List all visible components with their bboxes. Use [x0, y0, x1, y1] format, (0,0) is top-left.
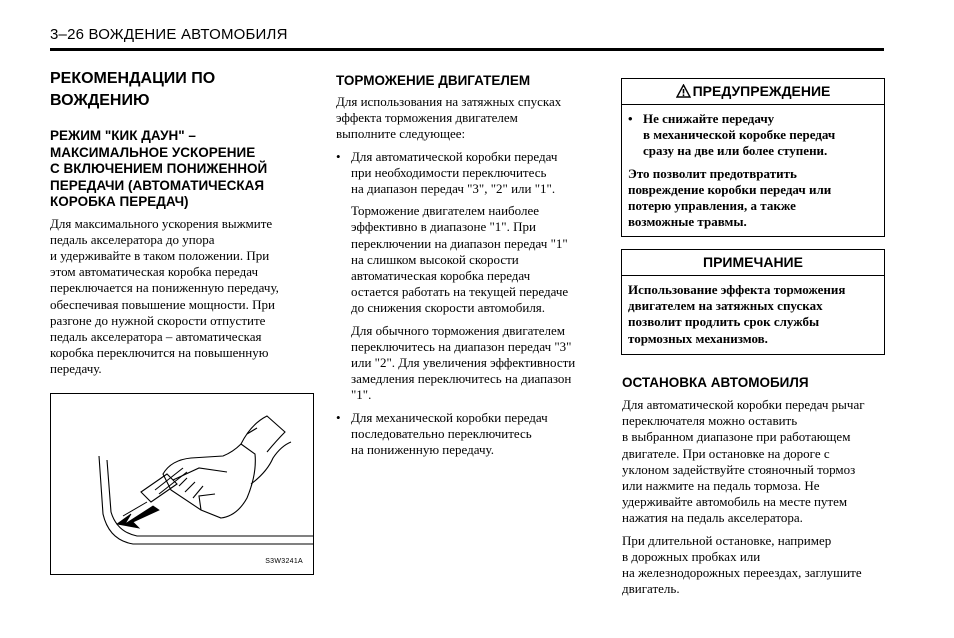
- text-line: нажатия на педаль акселератора.: [622, 510, 803, 526]
- text-line: при необходимости переключитесь: [351, 164, 547, 180]
- text-line: этом автоматическая коробка передач: [50, 264, 259, 280]
- stopping-heading: ОСТАНОВКА АВТОМОБИЛЯ: [622, 375, 809, 390]
- text-line: переключитесь на диапазон передач "3": [351, 338, 572, 354]
- text-line: переключателя можно оставить: [622, 413, 798, 429]
- text-line: ВОЖДЕНИЮ: [50, 92, 150, 109]
- text-line: автоматическая коробка передач: [351, 268, 531, 284]
- page-header: 3–26 ВОЖДЕНИЕ АВТОМОБИЛЯ: [50, 26, 288, 43]
- text-line: двигателе. При остановке на дороге с: [622, 445, 830, 461]
- text-line: РЕЖИМ "КИК ДАУН" –: [50, 128, 196, 143]
- text-line: • Для механической коробки передач: [351, 409, 548, 425]
- header-rule: [50, 48, 884, 51]
- warning-box: [621, 78, 885, 237]
- text-line: обеспечивая повышение мощности. При: [50, 296, 275, 312]
- warning-text: [628, 166, 878, 231]
- stopping-para-2: [622, 533, 884, 598]
- text-line: потерю управления, а также: [628, 198, 796, 214]
- text-line: переключении на диапазон передач "1": [351, 235, 568, 251]
- engine-braking-para-1: [336, 203, 598, 316]
- pedal-illustration: [50, 393, 314, 575]
- text-line: коробка переключится на повышенную: [50, 345, 269, 361]
- text-line: Торможение двигателем наиболее: [351, 203, 539, 219]
- text-line: повреждение коробки передач или: [628, 181, 832, 197]
- text-line: на пониженную передачу.: [351, 442, 494, 458]
- text-line: тормозных механизмов.: [628, 330, 768, 346]
- text-line: и удерживайте в таком положении. При: [50, 247, 270, 263]
- text-line: С ВКЛЮЧЕНИЕМ ПОНИЖЕННОЙ: [50, 161, 268, 176]
- column-2: [336, 72, 598, 458]
- text-line: ПЕРЕДАЧИ (АВТОМАТИЧЕСКАЯ: [50, 177, 265, 193]
- warning-triangle-icon: [676, 81, 691, 106]
- stopping-section: [622, 374, 884, 597]
- arrow-icon: [117, 506, 159, 528]
- text-line: При длительной остановке, например: [622, 532, 832, 548]
- note-header: ПРИМЕЧАНИЕ: [622, 250, 884, 276]
- warning-bullet: [628, 111, 878, 160]
- text-line: Для использования на затяжных спусках: [336, 94, 562, 109]
- text-line: на железнодорожных переездах, заглушите: [622, 565, 862, 581]
- bullet-manual: [336, 410, 598, 459]
- text-line: "1".: [351, 387, 372, 403]
- text-line: до снижения скорости автомобиля.: [351, 300, 546, 316]
- engine-braking-para-2: [336, 323, 598, 404]
- text-line: разгоне до нужной скорости отпустите: [50, 312, 266, 328]
- text-line: Для максимального ускорения выжмите: [50, 215, 273, 231]
- text-line: удерживайте автомобиль на месте путем: [622, 494, 848, 510]
- text-line: или нажмите на педаль тормоза. Не: [622, 478, 820, 494]
- text-line: сразу на две или более ступени.: [643, 143, 828, 159]
- text-line: • Не снижайте передачу: [643, 111, 775, 126]
- text-line: замедления переключитесь на диапазон: [351, 371, 572, 387]
- text-line: последовательно переключитесь: [351, 425, 532, 441]
- note-box: [621, 249, 885, 355]
- column-1: [50, 68, 315, 378]
- warning-header: [622, 79, 884, 105]
- text-line: эффективно в диапазоне "1". При: [351, 219, 536, 235]
- text-line: возможные травмы.: [628, 214, 747, 230]
- text-line: Использование эффекта торможения: [628, 282, 846, 297]
- text-line: двигателем на затяжных спусках: [628, 298, 823, 314]
- engine-braking-intro: [336, 94, 598, 143]
- text-line: на слишком высокой скорости: [351, 251, 519, 267]
- kickdown-body: [50, 216, 315, 378]
- text-line: или "2". Для увеличения эффективности: [351, 355, 576, 371]
- foot-on-pedal-drawing: [51, 394, 313, 574]
- text-line: КОРОБКА ПЕРЕДАЧ): [50, 194, 189, 209]
- bullet-automatic: [336, 149, 598, 198]
- stopping-para-1: [622, 397, 884, 527]
- text-line: МАКСИМАЛЬНОЕ УСКОРЕНИЕ: [50, 144, 256, 160]
- text-line: выполните следующее:: [336, 126, 466, 142]
- text-line: эффекта торможения двигателем: [336, 110, 518, 126]
- text-line: переключается на пониженную передачу,: [50, 280, 279, 296]
- kickdown-subheading: [50, 128, 315, 211]
- text-line: Для обычного торможения двигателем: [351, 322, 566, 338]
- text-line: на диапазон передач "3", "2" или "1".: [351, 181, 556, 197]
- engine-braking-heading: ТОРМОЖЕНИЕ ДВИГАТЕЛЕМ: [336, 73, 531, 88]
- warning-title: ПРЕДУПРЕЖДЕНИЕ: [692, 83, 831, 99]
- text-line: остается работать на текущей передаче: [351, 284, 569, 300]
- text-line: РЕКОМЕНДАЦИИ ПО: [50, 70, 216, 87]
- text-line: Для автоматической коробки передач рычаг: [622, 397, 865, 412]
- text-line: педаль акселератора – автоматическая: [50, 328, 262, 344]
- text-line: педаль акселератора до упора: [50, 231, 215, 247]
- text-line: • Для автоматической коробки передач: [351, 148, 558, 164]
- text-line: передачу.: [50, 361, 102, 377]
- text-line: в дорожных пробках или: [622, 548, 761, 564]
- section-heading: [50, 68, 315, 112]
- text-line: позволит продлить срок службы: [628, 314, 820, 330]
- note-text: [628, 282, 878, 347]
- text-line: Это позволит предотвратить: [628, 165, 797, 181]
- figure-caption: S3W3241A: [265, 558, 303, 565]
- text-line: двигатель.: [622, 581, 680, 597]
- text-line: в выбранном диапазоне при работающем: [622, 429, 851, 445]
- text-line: уклоном задействуйте стояночный тормоз: [622, 461, 856, 477]
- text-line: в механической коробке передач: [643, 127, 836, 143]
